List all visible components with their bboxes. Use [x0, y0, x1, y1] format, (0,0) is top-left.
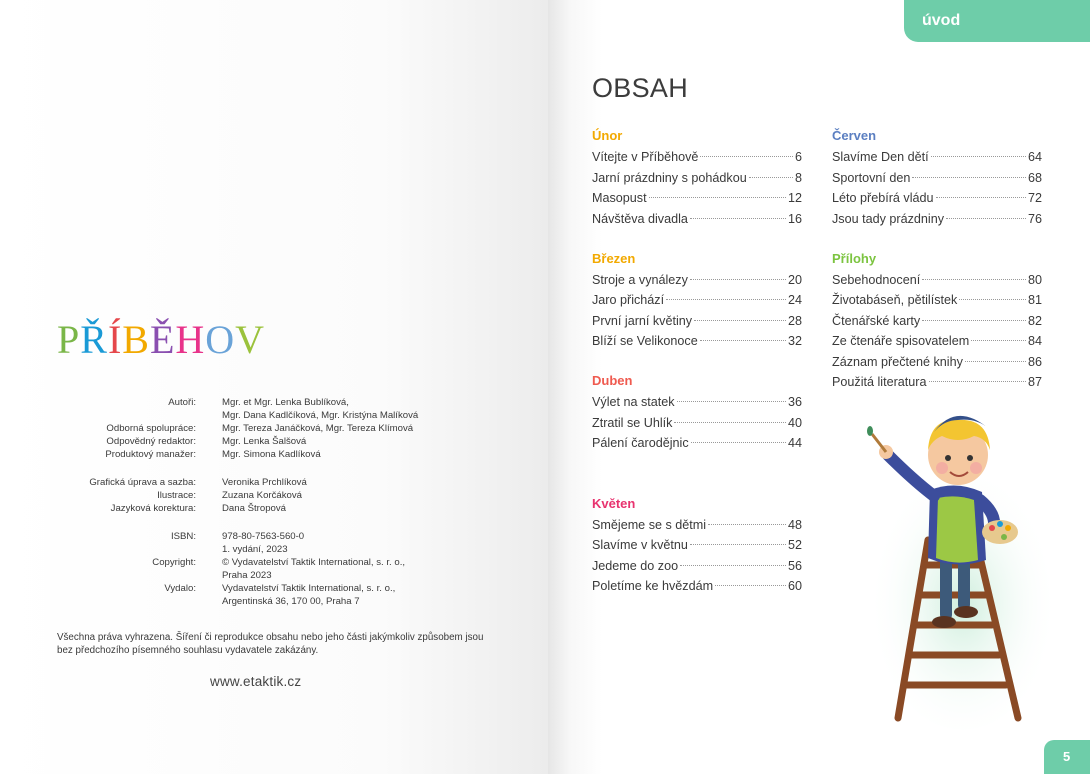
toc-entry-title: Stroje a vynálezy — [592, 272, 688, 287]
toc-entry[interactable] — [592, 515, 802, 536]
logo-letter: Ě — [149, 317, 176, 362]
dot-leader — [749, 177, 793, 178]
toc-entry-title: Léto přebírá vládu — [832, 191, 934, 205]
credit-label: Jazyková korektura: — [110, 503, 196, 514]
toc-entry-page: 20 — [787, 272, 802, 287]
painter-boy-illustration — [858, 400, 1058, 730]
toc-entry[interactable] — [832, 147, 1042, 168]
toc-entry[interactable] — [832, 311, 1042, 332]
credit-value: © Vydavatelství Taktik International, s. r. o., — [222, 557, 406, 568]
toc-entry-page: 24 — [787, 293, 802, 307]
credit-graphic — [40, 476, 500, 489]
credit-manager — [40, 448, 500, 461]
toc-section-heading: Únor — [592, 128, 623, 143]
credit-value: Mgr. Tereza Janáčková, Mgr. Tereza Klímová — [222, 423, 414, 434]
dot-leader — [922, 320, 1026, 321]
credit-label: Odborná spolupráce: — [106, 423, 196, 434]
toc-entry-page: 60 — [787, 579, 802, 593]
toc-entry-page: 6 — [794, 150, 802, 164]
logo-letter: H — [175, 317, 206, 362]
toc-entry[interactable] — [832, 188, 1042, 209]
dot-leader — [708, 524, 786, 525]
logo-letter: B — [122, 317, 150, 362]
credit-label: ISBN: — [170, 531, 196, 542]
credit-value: Argentinská 36, 170 00, Praha 7 — [222, 596, 360, 607]
dot-leader — [694, 320, 786, 321]
dot-leader — [946, 218, 1026, 219]
credit-isbn — [40, 530, 500, 556]
toc-entry-title: Záznam přečtené knihy — [832, 354, 963, 369]
toc-entry[interactable] — [592, 331, 802, 352]
toc-entry-title: Masopust — [592, 191, 647, 205]
logo-letter: O — [205, 317, 236, 362]
toc-entry-page: 64 — [1027, 150, 1042, 164]
dot-leader — [690, 279, 786, 280]
credit-label: Ilustrace: — [157, 490, 196, 501]
toc-entry-page: 80 — [1027, 272, 1042, 287]
toc-section — [832, 250, 1042, 389]
toc-entry[interactable] — [592, 168, 802, 189]
credit-proofreading — [40, 502, 500, 515]
credit-value: Veronika Prchlíková — [222, 477, 307, 488]
toc-section-heading: Duben — [592, 373, 633, 388]
logo-letter: Í — [107, 317, 123, 362]
toc-entry-page: 82 — [1027, 313, 1042, 328]
toc-entry-title: Ze čtenáře spisovatelem — [832, 334, 970, 348]
toc-section — [592, 250, 802, 373]
dot-leader — [666, 299, 786, 300]
toc-entry[interactable] — [592, 556, 802, 577]
toc-entry[interactable] — [592, 576, 802, 597]
credit-value: Praha 2023 — [222, 570, 272, 581]
toc-entry[interactable] — [832, 372, 1042, 393]
dot-leader — [929, 381, 1026, 382]
toc-section-heading: Červen — [832, 128, 877, 143]
toc-entry-title: Slavíme Den dětí — [832, 150, 929, 164]
credit-value: 978-80-7563-560-0 — [222, 531, 305, 542]
toc-entry-title: Sebehodnocení — [832, 272, 921, 287]
credits-block — [40, 396, 500, 608]
credit-value: 1. vydání, 2023 — [222, 544, 288, 555]
toc-section — [592, 127, 802, 250]
dot-leader — [690, 544, 786, 545]
rights-notice: Všechna práva vyhrazena. Šíření či reprodukce obsahu nebo jeho části jakýmkoliv způsobem jsou bez předchozího písemného souhlasu vydavatele zakázány. — [57, 632, 484, 656]
toc-entry[interactable] — [832, 290, 1042, 311]
toc-section — [832, 127, 1042, 250]
dot-leader — [700, 156, 793, 157]
credit-label: Grafická úprava a sazba: — [89, 477, 196, 488]
toc-entry[interactable] — [592, 270, 802, 291]
toc-entry-page: 12 — [787, 191, 802, 205]
dot-leader — [936, 197, 1026, 198]
credit-label: Vydalo: — [164, 583, 196, 594]
toc-entry-page: 44 — [787, 436, 802, 450]
toc-entry-title: Sportovní den — [832, 170, 911, 185]
toc-entry[interactable] — [832, 331, 1042, 352]
toc-entry-title: Čtenářské karty — [832, 313, 921, 328]
toc-entry[interactable] — [592, 433, 802, 454]
toc-column-2 — [832, 127, 1042, 389]
credit-label: Autoři: — [168, 397, 196, 408]
credit-illustration — [40, 489, 500, 502]
credit-value: Vydavatelství Taktik International, s. r. o., — [222, 583, 396, 594]
credit-label: Odpovědný redaktor: — [106, 436, 196, 447]
toc-entry[interactable] — [832, 168, 1042, 189]
toc-entry[interactable] — [592, 311, 802, 332]
toc-entry-page: 56 — [787, 558, 802, 573]
dot-leader — [674, 422, 786, 423]
toc-entry-page: 36 — [787, 395, 802, 409]
toc-entry-title: Poletíme ke hvězdám — [592, 579, 714, 593]
toc-entry-title: Jedeme do zoo — [592, 558, 679, 573]
toc-entry-page: 81 — [1027, 293, 1042, 307]
dot-leader — [700, 340, 786, 341]
credit-value: Mgr. Lenka Šalšová — [222, 436, 307, 447]
credit-authors — [40, 396, 500, 422]
toc-entry-title: Blíží se Velikonoce — [592, 334, 698, 348]
toc-entry-page: 48 — [787, 517, 802, 532]
dot-leader — [931, 156, 1026, 157]
toc-entry-page: 87 — [1027, 375, 1042, 389]
toc-entry[interactable] — [592, 290, 802, 311]
credit-value: Mgr. et Mgr. Lenka Bublíková, — [222, 397, 349, 408]
toc-entry-title: Jaro přichází — [592, 293, 665, 307]
credit-label: Copyright: — [152, 557, 196, 568]
toc-entry[interactable] — [592, 209, 802, 230]
credit-label: Produktový manažer: — [105, 449, 196, 460]
toc-entry-page: 84 — [1027, 334, 1042, 348]
dot-leader — [715, 585, 786, 586]
toc-section — [592, 495, 802, 618]
dot-leader — [690, 218, 786, 219]
dot-leader — [677, 401, 786, 402]
website-link[interactable]: www.etaktik.cz — [210, 674, 302, 689]
toc-entry-page: 68 — [1027, 170, 1042, 185]
toc-entry[interactable] — [832, 209, 1042, 230]
logo-letter: Ř — [80, 317, 108, 362]
toc-section-heading: Květen — [592, 495, 636, 511]
toc-entry[interactable] — [592, 413, 802, 434]
toc-entry-page: 32 — [787, 334, 802, 348]
credit-cooperation — [40, 422, 500, 435]
toc-entry[interactable] — [592, 392, 802, 413]
dot-leader — [680, 565, 786, 566]
page-number: 5 — [1063, 749, 1071, 764]
toc-entry-title: Vítejte v Příběhově — [592, 150, 699, 164]
toc-entry-title: Jsou tady prázdniny — [832, 211, 945, 226]
dot-leader — [912, 177, 1026, 178]
toc-entry-title: Smějeme se s dětmi — [592, 517, 707, 532]
toc-entry-page: 72 — [1027, 191, 1042, 205]
dot-leader — [965, 361, 1026, 362]
credit-value: Dana Štropová — [222, 503, 286, 514]
toc-section-heading: Březen — [592, 250, 636, 266]
toc-section-heading: Přílohy — [832, 250, 877, 266]
toc-entry-page: 28 — [787, 313, 802, 328]
toc-entry-title: Pálení čarodějnic — [592, 436, 689, 450]
toc-entry-title: Návštěva divadla — [592, 211, 688, 226]
logo-letter: V — [235, 317, 266, 362]
toc-entry-title: Slavíme v květnu — [592, 538, 688, 552]
page-number-tab — [1044, 740, 1090, 774]
dot-leader — [649, 197, 786, 198]
toc-entry-title: Výlet na statek — [592, 395, 675, 409]
credit-value: Mgr. Dana Kadlčíková, Mgr. Kristýna Malíková — [222, 410, 419, 421]
toc-entry-page: 8 — [794, 170, 802, 185]
toc-entry-page: 40 — [787, 415, 802, 430]
toc-entry-page: 16 — [787, 211, 802, 226]
toc-entry-title: První jarní květiny — [592, 313, 693, 328]
section-tab — [904, 0, 1090, 42]
toc-entry-title: Životabáseň, pětilístek — [832, 293, 958, 307]
credit-editor — [40, 435, 500, 448]
toc-column-1 — [592, 127, 802, 617]
toc-entry[interactable] — [832, 270, 1042, 291]
toc-entry-page: 86 — [1027, 354, 1042, 369]
dot-leader — [959, 299, 1026, 300]
toc-entry[interactable] — [592, 535, 802, 556]
credit-value: Zuzana Korčáková — [222, 490, 302, 501]
series-logo — [57, 317, 266, 362]
dot-leader — [971, 340, 1026, 341]
toc-section — [592, 372, 802, 495]
dot-leader — [922, 279, 1026, 280]
toc-entry[interactable] — [832, 352, 1042, 373]
logo-letter: P — [57, 317, 81, 362]
credit-publisher — [40, 582, 500, 608]
toc-entry-page: 52 — [787, 538, 802, 552]
toc-entry-title: Použitá literatura — [832, 375, 927, 389]
toc-title: OBSAH — [592, 73, 689, 103]
toc-entry-title: Jarní prázdniny s pohádkou — [592, 170, 747, 185]
credit-value: Mgr. Simona Kadlíková — [222, 449, 321, 460]
toc-entry-title: Ztratil se Uhlík — [592, 415, 673, 430]
section-tab-label: úvod — [922, 12, 961, 29]
credit-copyright — [40, 556, 500, 582]
toc-entry[interactable] — [592, 147, 802, 168]
dot-leader — [691, 442, 786, 443]
toc-entry-page: 76 — [1027, 211, 1042, 226]
toc-entry[interactable] — [592, 188, 802, 209]
